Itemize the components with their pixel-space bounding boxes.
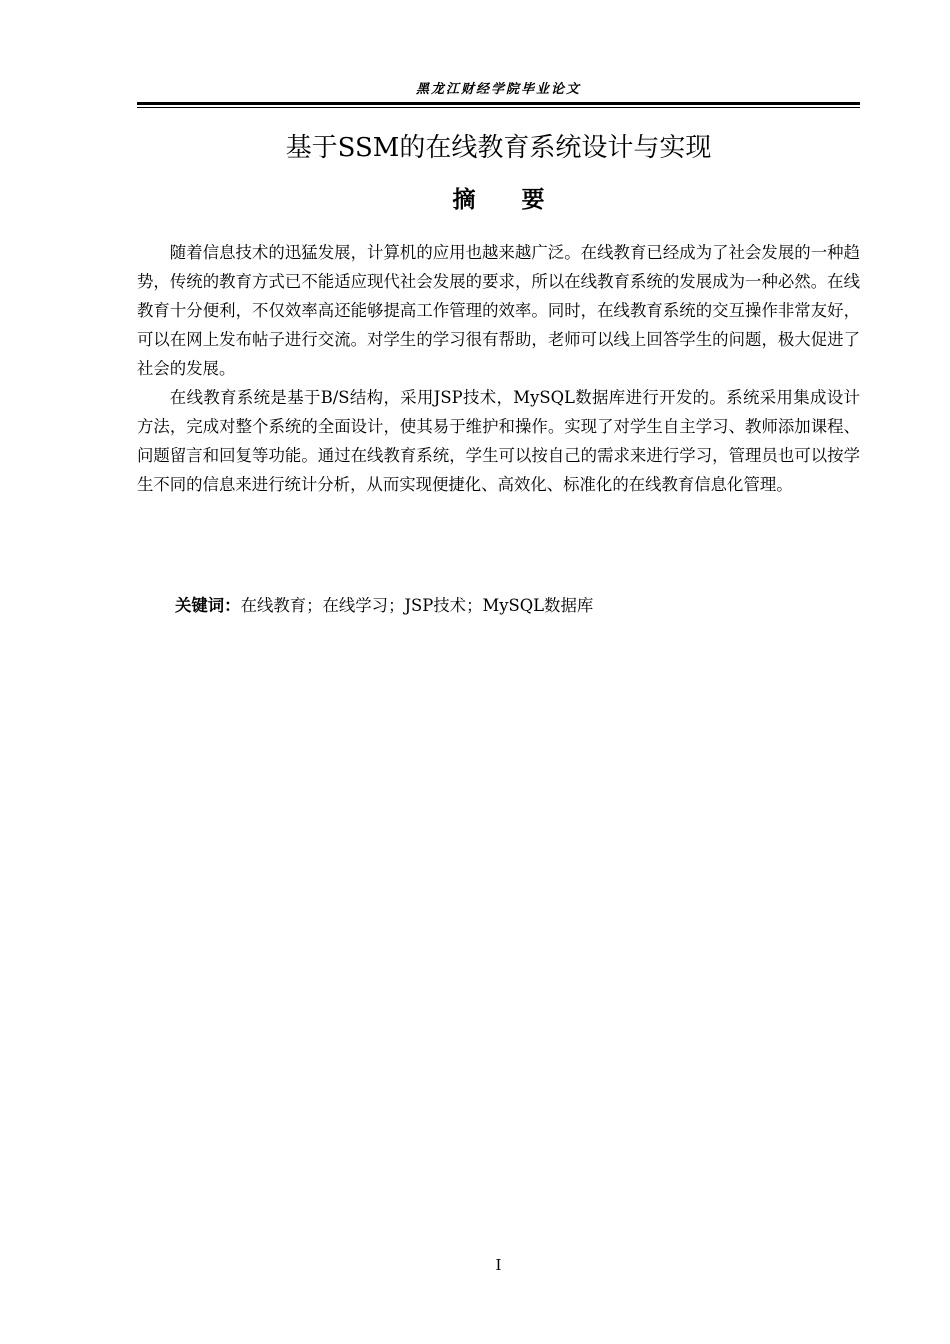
abstract-heading: 摘要	[452, 187, 591, 213]
page-number: I	[495, 1256, 502, 1274]
keywords-label: 关键词：	[175, 596, 241, 615]
keywords-text: 在线教育；在线学习；JSP技术；MySQL数据库	[240, 596, 594, 615]
header-rule-thick	[137, 102, 860, 105]
abstract-body	[137, 238, 860, 499]
abstract-paragraph-2: 在线教育系统是基于B/S结构，采用JSP技术，MySQL数据库进行开发的。系统采用集成设计方法，完成对整个系统的全面设计，使其易于维护和操作。实现了对学生自主学习、教师添加课程、问题留言和回复等功能。通过在线教育系统，学生可以按自己的需求来进行学习，管理员也可以按学生不同的信息来进行统计分析，从而实现便捷化、高效化、标准化的在线教育信息化管理。	[137, 388, 860, 494]
thesis-title: 基于SSM的在线教育系统设计与实现	[285, 133, 712, 163]
header-rule-thin	[137, 107, 860, 108]
keywords-line	[137, 591, 860, 620]
running-header: 黑龙江财经学院毕业论文	[415, 82, 581, 97]
abstract-paragraph-1: 随着信息技术的迅猛发展，计算机的应用也越来越广泛。在线教育已经成为了社会发展的一种趋势，传统的教育方式已不能适应现代社会发展的要求，所以在线教育系统的发展成为一种必然。在线教育十分便利，不仅效率高还能够提高工作管理的效率。同时，在线教育系统的交互操作非常友好，可以在网上发布帖子进行交流。对学生的学习很有帮助，老师可以线上回答学生的问题，极大促进了社会的发展。	[137, 243, 860, 378]
